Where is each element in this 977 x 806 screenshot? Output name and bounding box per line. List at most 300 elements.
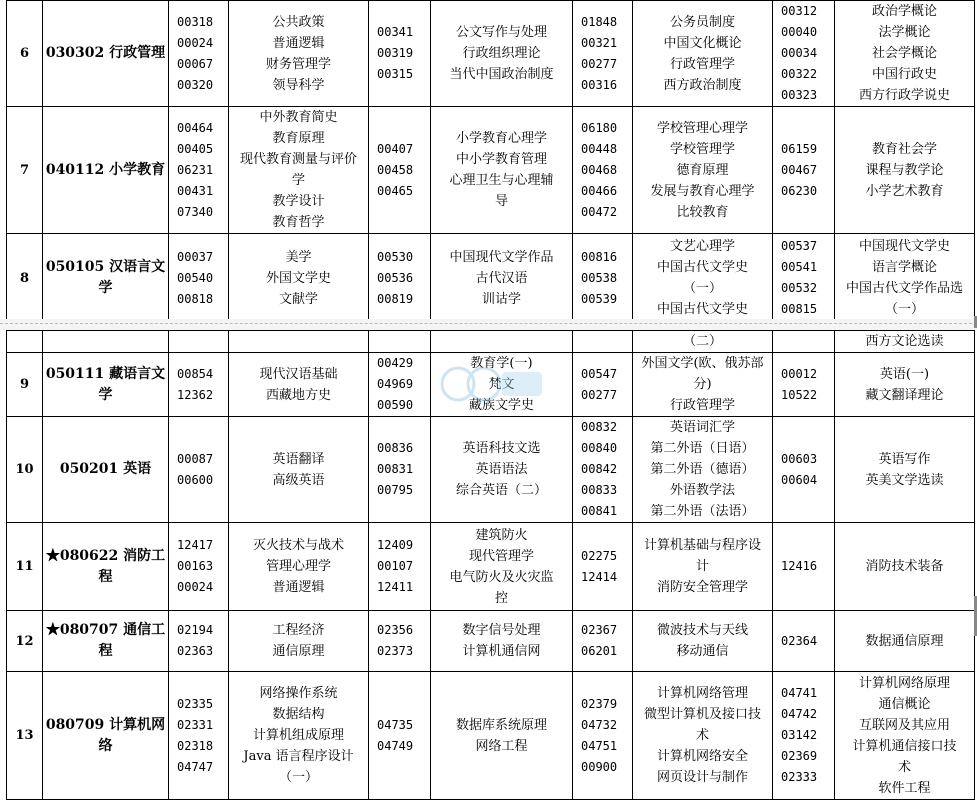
major-name: 050111 藏语言文学	[43, 353, 169, 417]
course-code: 12411	[377, 580, 414, 594]
cont-col2-courses	[431, 331, 573, 353]
col2-courses-cell	[431, 107, 573, 234]
course-code: 00815	[781, 302, 818, 316]
course-line: （一）	[682, 281, 722, 296]
course-code: 00604	[781, 472, 818, 487]
course-line: 高级英语	[272, 472, 325, 488]
col4-courses-cell	[835, 353, 975, 417]
course-code: 00321	[581, 35, 618, 50]
row-number: 12	[7, 611, 43, 672]
course-line: 领导科学	[272, 77, 325, 93]
row-number: 7	[7, 107, 43, 234]
course-code: 12416	[781, 559, 818, 573]
col3-codes-cell	[573, 523, 633, 611]
course-code: 02335	[177, 696, 214, 711]
course-code: 00448	[581, 141, 618, 156]
course-line: 西方文论选读	[865, 334, 944, 349]
course-line: 古代汉语	[475, 270, 528, 286]
course-line: 训诂学	[481, 291, 521, 307]
course-line: 文艺心理学	[669, 239, 735, 254]
course-code: 00323	[781, 88, 818, 102]
course-line: 教学设计	[272, 194, 325, 209]
course-line: 英语语法	[475, 462, 528, 477]
col1-courses-cell	[229, 672, 369, 800]
cont-col3-courses	[633, 331, 773, 353]
course-line: 计算机基础与程序设	[643, 538, 761, 553]
course-line: 英语词汇学	[669, 420, 735, 435]
row-number: 10	[7, 417, 43, 523]
course-line: 英美文学选读	[865, 472, 944, 488]
course-code: 00067	[177, 56, 214, 71]
course-code: 00854	[177, 366, 214, 381]
table-row	[7, 107, 975, 234]
course-line: 计算机组成原理	[252, 728, 344, 743]
col2-courses-cell	[431, 234, 573, 323]
course-line: 中国古代文学作品选	[845, 281, 963, 296]
course-line: 学校管理学	[669, 141, 735, 157]
course-line: 社会学概论	[871, 46, 937, 61]
course-code: 02367	[581, 623, 618, 637]
col2-courses-cell	[431, 611, 573, 672]
course-line: 藏族文学史	[468, 398, 534, 413]
course-line: 电气防火及火灾监	[449, 569, 554, 585]
col1-courses-cell	[229, 234, 369, 323]
course-line: 导	[494, 194, 508, 209]
col3-courses-cell	[633, 107, 773, 234]
course-code: 00530	[377, 249, 414, 264]
course-line: 西方行政学说史	[858, 88, 950, 103]
course-line: 外国文学(欧、俄苏部	[641, 356, 764, 371]
col1-courses-cell	[229, 523, 369, 611]
col4-codes-cell	[773, 353, 835, 417]
course-code: 02379	[581, 696, 618, 711]
col2-codes-cell	[369, 523, 431, 611]
col1-codes-cell	[169, 234, 229, 323]
col1-courses-cell	[229, 1, 369, 107]
course-line: 综合英语（二）	[455, 483, 547, 498]
course-code: 02194	[177, 623, 214, 637]
course-line: 消防技术装备	[865, 559, 944, 574]
col1-codes-cell	[169, 611, 229, 672]
course-code: 00538	[581, 270, 618, 285]
course-code: 04741	[781, 686, 818, 700]
course-line: 发展与教育心理学	[650, 183, 755, 199]
course-line: 微波技术与天线	[656, 623, 748, 638]
cont-col2-codes	[369, 331, 431, 353]
course-code: 00468	[581, 162, 618, 177]
col1-courses-cell	[229, 353, 369, 417]
row-number: 6	[7, 1, 43, 107]
course-line: 网络操作系统	[259, 686, 338, 701]
course-code: 04969	[377, 377, 414, 391]
cont-num-cell	[7, 331, 43, 353]
course-line: （一）	[278, 770, 318, 785]
course-code: 01848	[581, 14, 618, 29]
course-line: 小学艺术教育	[865, 183, 944, 199]
col4-codes-cell	[773, 523, 835, 611]
course-line: 中国古代文学史	[656, 260, 748, 275]
course-line: （二）	[682, 334, 722, 349]
course-line: 第二外语（日语）	[650, 441, 755, 456]
continuation-row	[7, 331, 975, 353]
course-code: 00539	[581, 291, 618, 306]
course-code: 00467	[781, 162, 818, 177]
course-code: 00590	[377, 398, 414, 412]
course-line: 数据库系统原理	[455, 717, 547, 733]
course-line: 数据通信原理	[865, 633, 944, 649]
course-line: 美学	[285, 249, 312, 265]
course-line: 网页设计与制作	[656, 770, 748, 785]
course-line: 公共政策	[272, 14, 325, 30]
course-line: 通信概论	[878, 696, 931, 712]
col2-courses-cell	[431, 353, 573, 417]
course-line: 心理卫生与心理辅	[449, 173, 554, 188]
course-line: 中国现代文学史	[858, 239, 950, 254]
table-row	[7, 1, 975, 107]
col2-courses-cell	[431, 1, 573, 107]
course-line: 控	[494, 590, 508, 606]
major-name: ★080707 通信工程	[43, 611, 169, 672]
course-line: 普通逻辑	[272, 580, 325, 595]
course-line: 术	[897, 759, 911, 775]
course-code: 00040	[781, 25, 818, 39]
course-line: 西方政治制度	[663, 77, 742, 93]
course-line: 普通逻辑	[272, 35, 325, 51]
course-code: 02333	[781, 770, 818, 784]
course-code: 00540	[177, 270, 214, 285]
course-line: 梵文	[488, 377, 515, 392]
row-number: 8	[7, 234, 43, 323]
col2-courses-cell	[431, 672, 573, 800]
course-line: 行政组织理论	[462, 46, 541, 61]
col4-courses-cell	[835, 1, 975, 107]
course-line: 通信原理	[272, 644, 325, 659]
cont-col3-codes	[573, 331, 633, 353]
course-line: 术	[695, 728, 709, 743]
course-code: 00541	[781, 260, 818, 274]
course-line: 移动通信	[676, 644, 729, 659]
course-line: 中外教育简史	[259, 110, 338, 125]
col1-codes-cell	[169, 672, 229, 800]
course-line: 消防安全管理学	[656, 580, 748, 595]
course-line: 教育哲学	[272, 215, 325, 230]
col2-codes-cell	[369, 107, 431, 234]
table-row	[7, 611, 975, 672]
course-code: 02318	[177, 738, 214, 753]
course-table-bottom	[6, 330, 975, 800]
course-code: 00163	[177, 559, 214, 573]
course-line: 中国现代文学作品	[449, 249, 554, 265]
course-line: 外国文学史	[265, 270, 331, 286]
course-code: 00547	[581, 366, 618, 381]
col1-codes-cell	[169, 523, 229, 611]
cont-col4-codes	[773, 331, 835, 353]
col1-courses-cell	[229, 107, 369, 234]
course-code: 00341	[377, 25, 414, 39]
col3-codes-cell	[573, 107, 633, 234]
course-line: 中国文化概论	[663, 35, 742, 51]
col4-courses-cell	[835, 523, 975, 611]
table-row	[7, 523, 975, 611]
col1-codes-cell	[169, 1, 229, 107]
course-code: 00277	[581, 56, 618, 71]
course-line: 建筑防火	[475, 527, 528, 543]
col4-codes-cell	[773, 107, 835, 234]
course-line: 行政管理学	[669, 398, 735, 413]
col4-codes-cell	[773, 1, 835, 107]
course-line: （一）	[884, 302, 924, 317]
course-line: 计	[695, 559, 709, 574]
course-code: 00034	[781, 46, 818, 60]
course-code: 00836	[377, 441, 414, 455]
course-line: 数字信号处理	[462, 623, 541, 638]
course-line: 外语教学法	[669, 483, 735, 498]
course-line: 法学概论	[878, 25, 931, 40]
page-break	[0, 319, 977, 330]
course-code: 00819	[377, 291, 414, 306]
course-code: 02364	[781, 633, 818, 648]
course-code: 06230	[781, 183, 818, 198]
course-line: 网络工程	[475, 738, 528, 754]
col4-courses-cell	[835, 611, 975, 672]
course-line: 德育原理	[676, 162, 729, 178]
course-line: 藏文翻译理论	[865, 387, 944, 403]
course-line: 现代汉语基础	[259, 366, 338, 382]
course-line: 计算机通信接口技	[852, 738, 957, 754]
course-code: 06159	[781, 141, 818, 156]
col2-courses-cell	[431, 417, 573, 523]
course-line: 分)	[693, 377, 712, 392]
col1-codes-cell	[169, 417, 229, 523]
course-code: 02275	[581, 548, 618, 563]
course-code: 04735	[377, 717, 414, 732]
course-code: 02369	[781, 749, 818, 763]
table-row	[7, 672, 975, 800]
major-name: 050201 英语	[43, 417, 169, 523]
col3-courses-cell	[633, 417, 773, 523]
col3-courses-cell	[633, 523, 773, 611]
course-code: 12417	[177, 538, 214, 552]
course-code: 04749	[377, 738, 414, 753]
course-line: 教育原理	[272, 131, 325, 146]
col3-courses-cell	[633, 234, 773, 323]
course-code: 00537	[781, 239, 818, 253]
course-code: 04742	[781, 707, 818, 721]
cont-col1-courses	[229, 331, 369, 353]
row-number: 9	[7, 353, 43, 417]
col3-courses-cell	[633, 611, 773, 672]
course-line: 政治学概论	[871, 4, 937, 19]
major-name: 040112 小学教育	[43, 107, 169, 234]
course-code: 00464	[177, 120, 214, 135]
course-line: 灭火技术与战术	[252, 538, 344, 553]
course-line: 软件工程	[878, 780, 931, 796]
col4-courses-cell	[835, 672, 975, 800]
course-line: 计算机通信网	[462, 644, 541, 659]
course-line: 英语(一)	[879, 366, 930, 382]
course-code: 04747	[177, 759, 214, 774]
course-code: 00312	[781, 4, 818, 18]
course-line: 教育学(一)	[470, 356, 533, 371]
course-code: 02331	[177, 717, 214, 732]
course-line: 工程经济	[272, 623, 325, 638]
course-code: 00600	[177, 472, 214, 487]
course-code: 00831	[377, 462, 414, 476]
major-name: 050105 汉语言文学	[43, 234, 169, 323]
course-code: 00833	[581, 483, 618, 497]
course-line: 公文写作与处理	[455, 25, 547, 40]
course-code: 00841	[581, 504, 618, 518]
course-line: 计算机网络原理	[858, 675, 950, 691]
course-line: 第二外语（德语）	[650, 462, 755, 477]
table-row	[7, 353, 975, 417]
cont-col1-codes	[169, 331, 229, 353]
course-line: 学校管理心理学	[656, 120, 748, 136]
row-number: 13	[7, 672, 43, 800]
course-code: 00429	[377, 356, 414, 370]
course-code: 02363	[177, 644, 214, 658]
cont-major-cell	[43, 331, 169, 353]
col2-codes-cell	[369, 672, 431, 800]
col4-courses-cell	[835, 234, 975, 323]
col3-courses-cell	[633, 672, 773, 800]
col3-codes-cell	[573, 611, 633, 672]
course-code: 00322	[781, 67, 818, 81]
course-line: 财务管理学	[265, 56, 331, 72]
course-code: 00466	[581, 183, 618, 198]
course-line: 英语翻译	[272, 451, 325, 467]
course-line: 中国古代文学史	[656, 302, 748, 317]
course-line: 微型计算机及接口技	[643, 707, 761, 722]
major-name: 030302 行政管理	[43, 1, 169, 107]
course-line: 英语科技文选	[462, 441, 541, 456]
course-code: 00407	[377, 141, 414, 156]
col3-codes-cell	[573, 417, 633, 523]
course-line: 现代管理学	[468, 548, 534, 564]
course-code: 00107	[377, 559, 414, 573]
course-code: 00024	[177, 35, 214, 50]
course-line: 现代教育测量与评价	[239, 152, 357, 167]
course-code: 00405	[177, 141, 214, 156]
col4-courses-cell	[835, 417, 975, 523]
course-code: 00818	[177, 291, 214, 306]
col1-codes-cell	[169, 107, 229, 234]
major-name: 080709 计算机网络	[43, 672, 169, 800]
course-line: 课程与教学论	[865, 162, 944, 178]
course-code: 00832	[581, 420, 618, 434]
course-code: 00900	[581, 759, 618, 774]
course-code: 00795	[377, 483, 414, 497]
course-code: 06231	[177, 162, 214, 177]
col3-codes-cell	[573, 234, 633, 323]
col2-codes-cell	[369, 611, 431, 672]
course-code: 02356	[377, 623, 414, 637]
course-code: 00315	[377, 67, 414, 81]
course-code: 06201	[581, 644, 618, 658]
col4-codes-cell	[773, 417, 835, 523]
col1-courses-cell	[229, 611, 369, 672]
course-code: 00037	[177, 249, 214, 264]
course-code: 10522	[781, 387, 818, 402]
course-code: 00319	[377, 46, 414, 60]
table-row	[7, 417, 975, 523]
course-code: 00012	[781, 366, 818, 381]
course-line: 英语写作	[878, 451, 931, 467]
course-code: 03142	[781, 728, 818, 742]
course-line: Java 语言程序设计	[243, 749, 354, 764]
course-code: 06180	[581, 120, 618, 135]
course-line: 行政管理学	[669, 56, 735, 72]
course-line: 第二外语（法语）	[650, 504, 755, 519]
col3-courses-cell	[633, 353, 773, 417]
course-line: 管理心理学	[265, 559, 331, 574]
col3-codes-cell	[573, 1, 633, 107]
course-line: 计算机网络安全	[656, 749, 748, 764]
col3-courses-cell	[633, 1, 773, 107]
col3-codes-cell	[573, 353, 633, 417]
col1-courses-cell	[229, 417, 369, 523]
course-code: 00087	[177, 451, 214, 466]
course-line: 计算机网络管理	[656, 686, 748, 701]
course-code: 00277	[581, 387, 618, 402]
col2-codes-cell	[369, 1, 431, 107]
cont-col4-courses	[835, 331, 975, 353]
col4-codes-cell	[773, 611, 835, 672]
course-code: 00816	[581, 249, 618, 264]
course-code: 00840	[581, 441, 618, 455]
course-code: 00465	[377, 183, 414, 198]
course-line: 文献学	[278, 291, 318, 307]
course-code: 04751	[581, 738, 618, 753]
course-code: 00603	[781, 451, 818, 466]
course-line: 西藏地方史	[265, 387, 331, 403]
course-code: 00316	[581, 77, 618, 92]
course-code: 00458	[377, 162, 414, 177]
col3-codes-cell	[573, 672, 633, 800]
course-code: 00320	[177, 77, 214, 92]
course-line: 中小学教育管理	[455, 152, 547, 167]
course-line: 当代中国政治制度	[449, 67, 554, 82]
course-code: 07340	[177, 204, 214, 219]
course-table-top	[6, 0, 975, 323]
table-row	[7, 234, 975, 323]
course-code: 00532	[781, 281, 818, 295]
col2-courses-cell	[431, 523, 573, 611]
col1-codes-cell	[169, 353, 229, 417]
course-line: 小学教育心理学	[455, 131, 547, 146]
row-number: 11	[7, 523, 43, 611]
course-code: 12414	[581, 569, 618, 584]
course-code: 12409	[377, 538, 414, 552]
course-line: 中国行政史	[871, 67, 937, 82]
course-code: 00431	[177, 183, 214, 198]
course-line: 比较教育	[676, 204, 729, 220]
col4-codes-cell	[773, 234, 835, 323]
course-code: 00842	[581, 462, 618, 476]
course-line: 教育社会学	[871, 141, 937, 157]
course-code: 00536	[377, 270, 414, 285]
course-code: 00024	[177, 580, 214, 594]
major-name: ★080622 消防工程	[43, 523, 169, 611]
col4-courses-cell	[835, 107, 975, 234]
col4-codes-cell	[773, 672, 835, 800]
course-line: 语言学概论	[871, 260, 937, 275]
course-code: 12362	[177, 387, 214, 402]
course-line: 学	[291, 173, 305, 188]
course-code: 00318	[177, 14, 214, 29]
course-code: 04732	[581, 717, 618, 732]
col2-codes-cell	[369, 234, 431, 323]
